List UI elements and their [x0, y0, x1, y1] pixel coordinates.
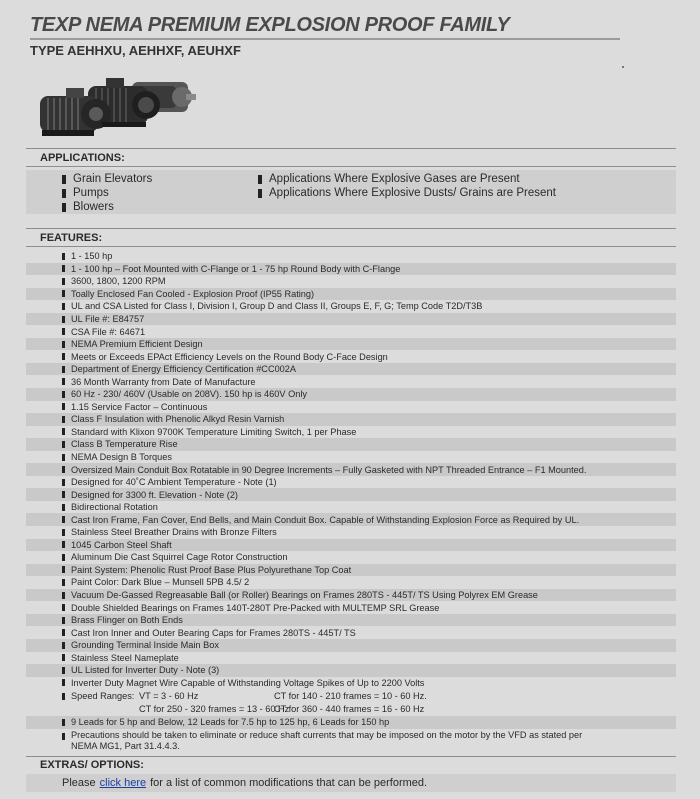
page-title: TEXP NEMA PREMIUM EXPLOSION PROOF FAMILY [30, 14, 510, 36]
bullet-icon [62, 554, 65, 561]
bullet-icon [62, 566, 65, 573]
list-item: Grain Elevators [62, 172, 152, 186]
bullet-icon [62, 416, 65, 423]
bullet-icon [62, 403, 65, 410]
bullet-icon [62, 504, 65, 511]
extras-text [26, 774, 676, 792]
features-divider [26, 228, 676, 229]
list-item: Cast Iron Inner and Outer Bearing Caps for Frames 280TS - 445T/ TS [26, 626, 676, 639]
bullet-icon [62, 366, 65, 373]
list-item: Meets or Exceeds EPAct Efficiency Levels on the Round Body C-Face Design [26, 350, 676, 363]
speed-label: Speed Ranges: [71, 691, 135, 702]
bullet-icon [62, 290, 65, 297]
list-item: Standard with Klixon 9700K Temperature Limiting Switch, 1 per Phase [26, 426, 676, 439]
list-item: UL and CSA Listed for Class I, Division I, Group D and Class II, Groups E, F, G; Temp Code T2D/T3B [26, 300, 676, 313]
extras-suffix: for a list of common modifications that can be performed. [150, 777, 428, 789]
bullet-icon [62, 175, 66, 184]
speed-ranges-row [26, 689, 676, 716]
speed-ct-360: CT for 360 - 440 frames = 16 - 60 Hz [274, 703, 425, 714]
bullet-icon [62, 265, 65, 272]
list-item: Pumps [62, 186, 152, 200]
list-item: Vacuum De-Gassed Regreasable Ball (or Roller) Bearings on Frames 280TS - 445T/ TS Using Polyrex EM Grease [26, 589, 676, 602]
bullet-icon [62, 516, 65, 523]
bullet-icon [62, 529, 65, 536]
bullet-icon [62, 341, 65, 348]
bullet-icon [62, 391, 65, 398]
extras-prefix: Please [62, 777, 96, 789]
list-item: 3600, 1800, 1200 RPM [26, 275, 676, 288]
list-item: Oversized Main Conduit Box Rotatable in 90 Degree Increments – Fully Gasketed with NPT Threaded Entrance – F1 Mounted. [26, 463, 676, 476]
list-item: Aluminum Die Cast Squirrel Cage Rotor Construction [26, 551, 676, 564]
list-item: Double Shielded Bearings on Frames 140T-280T Pre-Packed with MULTEMP SRL Grease [26, 601, 676, 614]
bullet-icon [62, 378, 65, 385]
click-here-link[interactable]: click here [99, 777, 147, 789]
bullet-icon [62, 428, 65, 435]
applications-divider [26, 148, 676, 149]
speed-ct-140: CT for 140 - 210 frames = 10 - 60 Hz. [274, 691, 427, 702]
list-item: 1 - 150 hp [26, 250, 676, 263]
bullet-icon [62, 617, 65, 624]
bullet-icon [62, 604, 65, 611]
bullet-icon [62, 253, 65, 260]
bullet-icon [62, 693, 65, 700]
list-item: Brass Flinger on Both Ends [26, 614, 676, 627]
list-item: Class B Temperature Rise [26, 438, 676, 451]
list-item: Applications Where Explosive Gases are Present [258, 172, 556, 186]
list-item: Grounding Terminal Inside Main Box [26, 639, 676, 652]
title-divider [30, 38, 620, 40]
list-item: 60 Hz - 230/ 460V (Usable on 208V). 150 hp is 460V Only [26, 388, 676, 401]
list-item: Paint System: Phenolic Rust Proof Base Plus Polyurethane Top Coat [26, 564, 676, 577]
bullet-icon [62, 466, 65, 473]
applications-list [26, 170, 676, 214]
motor-family-image [36, 74, 196, 140]
speed-ct-250: CT for 250 - 320 frames = 13 - 60 Hz [139, 703, 290, 714]
bullet-icon [62, 667, 65, 674]
list-item: Inverter Duty Magnet Wire Capable of Withstanding Voltage Spikes of Up to 2200 Volts [26, 677, 676, 690]
applications-heading: APPLICATIONS: [40, 152, 125, 164]
list-item: Stainless Steel Nameplate [26, 652, 676, 665]
bullet-icon [62, 654, 65, 661]
speed-vt: VT = 3 - 60 Hz [139, 691, 199, 702]
extras-divider [26, 756, 676, 757]
bullet-icon [258, 175, 262, 184]
list-item: Blowers [62, 200, 152, 214]
list-item: 1.15 Service Factor – Continuous [26, 401, 676, 414]
applications-left-column [62, 172, 152, 214]
bullet-icon [62, 316, 65, 323]
bullet-icon [62, 203, 66, 212]
features-heading: FEATURES: [40, 232, 103, 244]
list-item: Bidirectional Rotation [26, 501, 676, 514]
list-item: Cast Iron Frame, Fan Cover, End Bells, and Main Conduit Box. Capable of Withstanding Explosion Force as Required by UL. [26, 513, 676, 526]
bullet-icon [62, 733, 65, 740]
list-item: 36 Month Warranty from Date of Manufacture [26, 375, 676, 388]
list-item: Precautions should be taken to eliminate or reduce shaft currents that may be imposed on the motor by the VFD as stated per NEMA MG1, Part 31.4.4.3. [26, 729, 676, 754]
list-item: NEMA Premium Efficient Design [26, 338, 676, 351]
bullet-icon [62, 303, 65, 310]
bullet-icon [62, 629, 65, 636]
list-item: 1 - 100 hp – Foot Mounted with C-Flange or 1 - 75 hp Round Body with C-Flange [26, 263, 676, 276]
bullet-icon [62, 679, 65, 686]
bullet-icon [62, 719, 65, 726]
bullet-icon [258, 189, 262, 198]
bullet-icon [62, 642, 65, 649]
bullet-icon [62, 328, 65, 335]
bullet-icon [62, 441, 65, 448]
bullet-icon [62, 353, 65, 360]
list-item: Department of Energy Efficiency Certification #CC002A [26, 363, 676, 376]
list-item: Paint Color: Dark Blue – Munsell 5PB 4.5/ 2 [26, 576, 676, 589]
features-list [26, 250, 676, 754]
bullet-icon [62, 592, 65, 599]
list-item: Designed for 40˚C Ambient Temperature - Note (1) [26, 476, 676, 489]
list-item: UL File #: E84757 [26, 313, 676, 326]
bullet-icon [62, 189, 66, 198]
bullet-icon [62, 479, 65, 486]
features-underline [26, 246, 676, 247]
bullet-icon [62, 579, 65, 586]
bullet-icon [62, 491, 65, 498]
applications-right-column [258, 172, 556, 200]
list-item: 1045 Carbon Steel Shaft [26, 539, 676, 552]
bullet-icon [62, 278, 65, 285]
list-item: Stainless Steel Breather Drains with Bronze Filters [26, 526, 676, 539]
list-item: NEMA Design B Torques [26, 451, 676, 464]
list-item: CSA File #: 64671 [26, 325, 676, 338]
bullet-icon [62, 454, 65, 461]
applications-underline [26, 166, 676, 167]
extras-heading: EXTRAS/ OPTIONS: [40, 759, 144, 771]
list-item: Class F Insulation with Phenolic Alkyd Resin Varnish [26, 413, 676, 426]
list-item: Toally Enclosed Fan Cooled - Explosion Proof (IP55 Rating) [26, 288, 676, 301]
decorative-dot [622, 66, 624, 68]
list-item: Designed for 3300 ft. Elevation - Note (2) [26, 488, 676, 501]
list-item: Applications Where Explosive Dusts/ Grains are Present [258, 186, 556, 200]
list-item: UL Listed for Inverter Duty - Note (3) [26, 664, 676, 677]
bullet-icon [62, 541, 65, 548]
list-item: 9 Leads for 5 hp and Below, 12 Leads for 7.5 hp to 125 hp, 6 Leads for 150 hp [26, 716, 676, 729]
page-subtitle: TYPE AEHHXU, AEHHXF, AEUHXF [30, 43, 241, 58]
